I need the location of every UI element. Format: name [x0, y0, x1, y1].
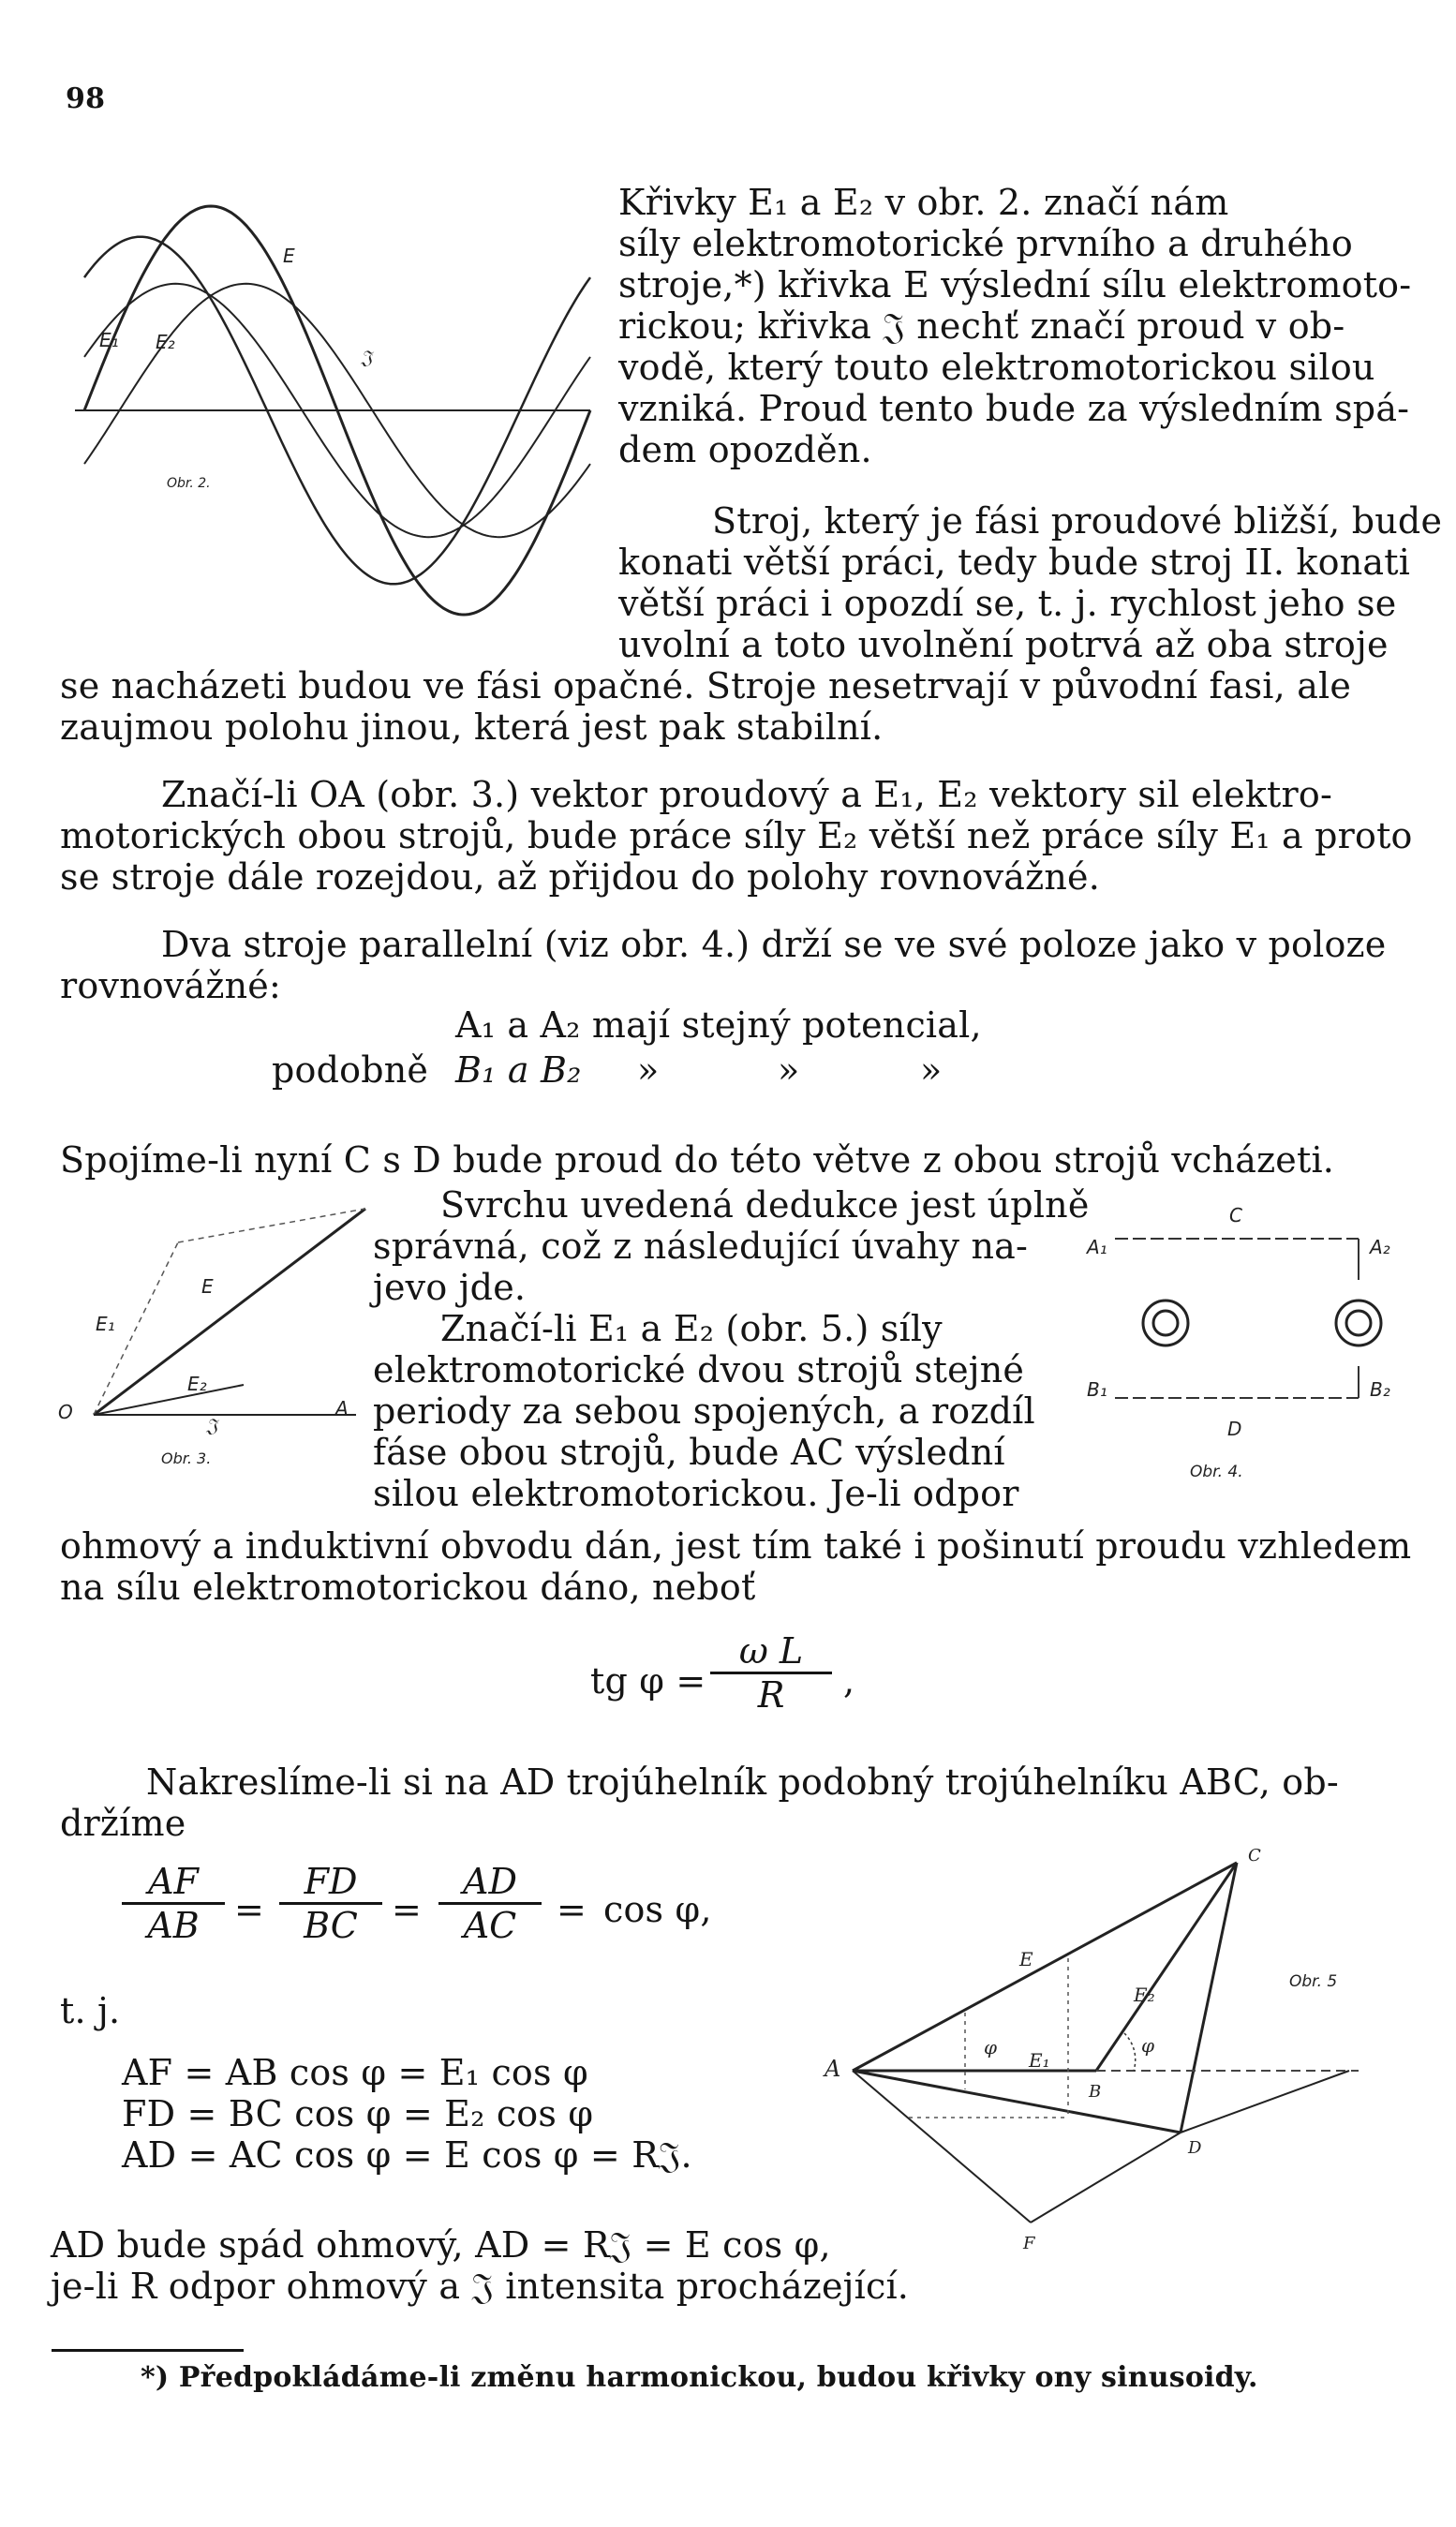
p6-line: na sílu elektromotorickou dáno, neboť: [60, 1567, 756, 1608]
fig3-label-a: A: [335, 1397, 349, 1420]
p1-line: stroje,*) křivka E výslední sílu elektromoto-: [618, 264, 1412, 305]
fig5-label-e: E: [1019, 1948, 1033, 1970]
p2-line: Stroj, který je fási proudové bližší, bude: [712, 500, 1443, 542]
p6-line: správná, což z následující úvahy na-: [373, 1226, 1029, 1267]
fig2-caption: Obr. 2.: [167, 476, 211, 491]
fig2-label-e2: E₂: [156, 331, 175, 353]
fig4-label-a2: A₂: [1370, 1236, 1390, 1258]
fig5-line-dx: [1181, 2071, 1349, 2133]
ratio-frac-3: AD AC: [438, 1861, 542, 1946]
p8-line: je-li R odpor ohmový a 𝔍 intensita procházející.: [51, 2266, 910, 2307]
p6-line: fáse obou strojů, bude AC výslední: [373, 1432, 1005, 1473]
p1-line: Křivky E₁ a E₂ v obr. 2. značí nám: [618, 182, 1229, 223]
paragraph-3: [60, 774, 1413, 898]
ratio-eq: =: [392, 1889, 423, 1930]
fig5-label-e2: E₂: [1134, 1984, 1155, 2006]
fig2-label-e1: E₁: [99, 329, 119, 351]
p1-line: rickou; křivka 𝔍 nechť značí proud v ob-: [618, 305, 1345, 347]
equipotential-b: B₁ a B₂: [455, 1049, 582, 1091]
p2-line: uvolní a toto uvolnění potrvá až oba stroje: [618, 624, 1389, 665]
fig3-vector-e: [94, 1209, 365, 1415]
p8-line: AD bude spád ohmový, AD = R𝔍 = E cos φ,: [51, 2224, 831, 2266]
tg-lhs: tg φ =: [590, 1660, 706, 1702]
ratio-eq: =: [557, 1889, 587, 1930]
figure-4: [1087, 1190, 1405, 1490]
equation-line: FD = BC cos φ = E₂ cos φ: [122, 2093, 594, 2134]
fig5-line-ac: [853, 1863, 1237, 2071]
p2-line: zaujmou polohu jinou, která jest pak stabilní.: [60, 706, 884, 748]
equation-line: AD = AC cos φ = E cos φ = R𝔍.: [122, 2134, 692, 2176]
p4-line: Dva stroje parallelní (viz obr. 4.) drží se ve své poloze jako v poloze: [161, 924, 1387, 965]
fig2-label-e: E: [283, 245, 295, 267]
figure-2: [66, 159, 590, 684]
p3-line: Značí-li OA (obr. 3.) vektor proudový a E₁, E₂ vektory sil elektro-: [161, 774, 1332, 815]
fig5-line-af: [853, 2071, 1031, 2222]
fig4-machine-1: [1143, 1301, 1188, 1345]
paragraph-5: Spojíme-li nyní C s D bude proud do této větve z obou strojů vcházeti.: [60, 1139, 1335, 1181]
p1-line: vodě, který touto elektromotorickou silou: [618, 347, 1375, 388]
fig3-label-e: E: [201, 1275, 214, 1298]
paragraph-4: [60, 924, 1386, 1006]
p6-line: jevo jde.: [373, 1267, 527, 1308]
fig5-label-e1: E₁: [1029, 2049, 1050, 2072]
fig3-label-o: O: [58, 1401, 73, 1423]
paragraph-2: [618, 500, 1442, 665]
paragraph-1: [618, 182, 1417, 470]
fig4-caption: Obr. 4.: [1190, 1463, 1243, 1481]
fig4-label-b2: B₂: [1370, 1378, 1390, 1401]
tg-denominator: R: [757, 1674, 785, 1716]
figure-5: [825, 1836, 1405, 2267]
p3-line: se stroje dále rozejdou, až přijdou do polohy rovnovážné.: [60, 856, 1101, 898]
ratio-tail: cos φ,: [603, 1889, 712, 1930]
tj-label: t. j.: [60, 1990, 121, 2031]
equipotential-a: A₁ a A₂ mají stejný potencial,: [455, 1004, 982, 1046]
p7-line: Nakreslíme-li si na AD trojúhelník podobný trojúhelníku ABC, ob-: [146, 1761, 1339, 1803]
fig3-label-e1: E₁: [96, 1313, 115, 1335]
tg-tail: ,: [843, 1660, 855, 1702]
fig4-label-b1: B₁: [1087, 1378, 1107, 1401]
tg-fraction: [710, 1630, 832, 1716]
footnote-rule: [52, 2349, 244, 2352]
fig5-angle-arc: [1124, 2033, 1136, 2071]
p1-line: vzniká. Proud tento bude za výsledním spá-: [618, 388, 1410, 429]
equipotential-b-prefix: podobně: [272, 1049, 429, 1091]
equation-line: AF = AB cos φ = E₁ cos φ: [122, 2052, 588, 2093]
p6-line: silou elektromotorickou. Je-li odpor: [373, 1473, 1019, 1514]
paragraph-8: [51, 2224, 909, 2307]
p4-line: rovnovážné:: [60, 965, 281, 1006]
paragraph-6: [373, 1184, 1090, 1514]
p1-line: dem opozděn.: [618, 429, 872, 470]
page-number: 98: [66, 82, 106, 115]
p7-line: držíme: [60, 1803, 186, 1844]
ditto-mark: »: [637, 1049, 660, 1091]
fig5-line-fd: [1031, 2133, 1181, 2222]
fig5-caption: Obr. 5: [1289, 1972, 1338, 1991]
ditto-mark: »: [920, 1049, 943, 1091]
ditto-mark: »: [778, 1049, 800, 1091]
fig5-label-f: F: [1023, 2234, 1035, 2253]
p6-line: elektromotorické dvou strojů stejné: [373, 1349, 1025, 1390]
fig3-label-e2: E₂: [187, 1373, 207, 1395]
fig5-line-ad: [853, 2071, 1181, 2133]
ratio-eq: =: [234, 1889, 265, 1930]
fig5-label-c: C: [1248, 1846, 1261, 1866]
p6-line: Značí-li E₁ a E₂ (obr. 5.) síly: [440, 1308, 943, 1349]
fig5-label-a: A: [825, 2056, 841, 2082]
p2-line: větší práci i opozdí se, t. j. rychlost jeho se: [618, 583, 1397, 624]
footnote: *) Předpokládáme-li změnu harmonickou, budou křivky ony sinusoidy.: [141, 2361, 1258, 2394]
paragraph-7: [60, 1761, 1339, 1844]
fig3-vector-e2: [94, 1385, 244, 1415]
ratio-frac-1: AF AB: [122, 1861, 225, 1946]
fig3-caption: Obr. 3.: [161, 1449, 212, 1467]
ratio-frac-2: FD BC: [279, 1861, 382, 1946]
fig4-machine-2: [1336, 1301, 1381, 1345]
fig4-label-c: C: [1229, 1204, 1242, 1226]
fig5-label-phi1: φ: [984, 2036, 998, 2059]
figure-3: [56, 1190, 365, 1471]
p2-line: se nacházeti budou ve fási opačné. Stroje nesetrvají v původní fasi, ale: [60, 665, 1352, 706]
fig4-label-a1: A₁: [1087, 1236, 1107, 1258]
p6-line: periody za sebou spojených, a rozdíl: [373, 1390, 1035, 1432]
p6-line: Svrchu uvedená dedukce jest úplně: [440, 1184, 1090, 1226]
equation-block: [122, 2052, 692, 2176]
fig4-label-d: D: [1227, 1418, 1242, 1440]
fig5-label-phi2: φ: [1141, 2034, 1155, 2057]
fig5-label-d: D: [1188, 2138, 1202, 2158]
fig3-label-j: 𝔍: [206, 1414, 218, 1436]
p1-line: síly elektromotorické prvního a druhého: [618, 223, 1353, 264]
fig5-label-b: B: [1089, 2082, 1102, 2102]
p6-line: ohmový a induktivní obvodu dán, jest tím také i pošinutí proudu vzhledem: [60, 1525, 1412, 1567]
fig2-label-j: 𝔍: [361, 346, 373, 368]
tg-numerator: ω L: [738, 1630, 804, 1672]
p3-line: motorických obou strojů, bude práce síly E₂ větší než práce síly E₁ a proto: [60, 815, 1413, 856]
p2-line: konati větší práci, tedy bude stroj II. konati: [618, 542, 1411, 583]
fig3-parallel-1: [178, 1209, 365, 1242]
